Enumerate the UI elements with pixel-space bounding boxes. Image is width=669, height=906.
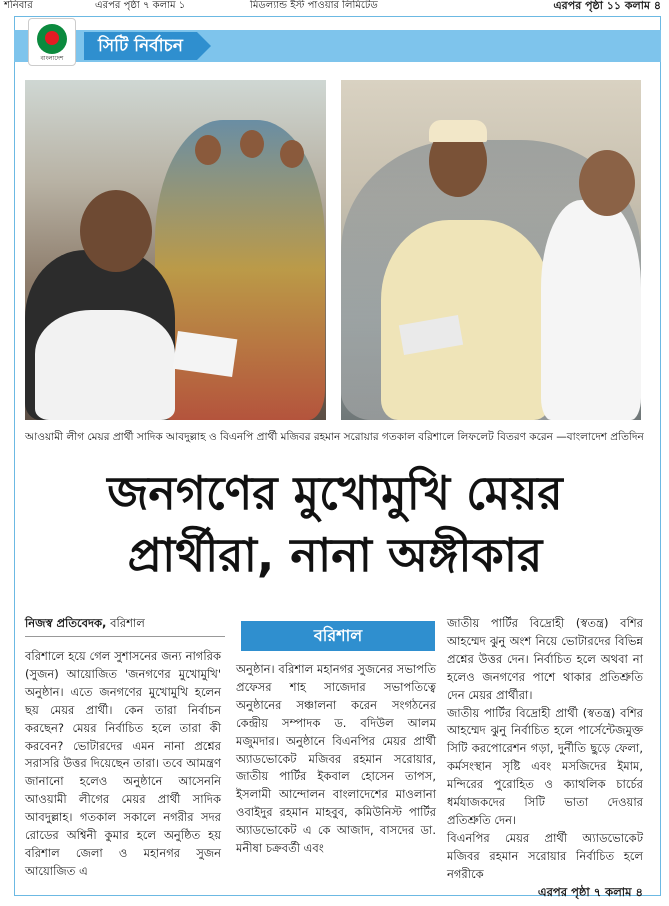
section-label: সিটি নির্বাচন (84, 32, 197, 60)
second-candidate-body (541, 200, 641, 420)
article-column-2 (236, 661, 436, 858)
newspaper-logo (28, 18, 76, 66)
top-strip-jump-left: এরপর পৃষ্ঠা ৭ কলাম ১ (95, 0, 186, 11)
logo-caption: বাংলাদেশ (40, 55, 64, 62)
column-1-text: বরিশালে হয়ে গেল সুশাসনের জন্য নাগরিক (সুজন) আয়োজিত 'জনগণের মুখোমুখি' অনুষ্ঠান। এতে জনগণের মুখোমুখি হলেন ছয় মেয়র প্রার্থী। কেন তারা নির্বাচন করছেন? মেয়র নির্বাচিত হলে তারা কী করবেন? ভোটারদের এমন নানা প্রশ্নের সরাসরি উত্তর দিয়েছেন তারা। তবে আমন্ত্রণ জানানো হলেও অনুষ্ঠানে আসেননি আওয়ামী লীগের মেয়র প্রার্থী সাদিক আবদুল্লাহ। গতকাল সকালে নগরীর সদর রোডের অশ্বিনী কুমার হলে অনুষ্ঠিত হয় বরিশাল জেলা ও মহানগর সুজন আয়োজিত এ (25, 649, 221, 878)
cap-icon (429, 120, 487, 142)
logo-sun-icon (45, 31, 59, 45)
column-3-para-1: জাতীয় পার্টির বিদ্রোহী (স্বতন্ত্র) বশির আহম্মেদ ঝুনু অংশ নিয়ে ভোটারদের বিভিন্ন প্রশ্নের উত্তর দেন। নির্বাচিত হলে অথবা না হলেও জনগণের পাশে থাকার প্রতিশ্রুতি দেন মেয়র প্রার্থীরা। (447, 616, 643, 702)
column-3-para-2: জাতীয় পার্টির বিদ্রোহী প্রার্থী (স্বতন্ত্র) বশির আহম্মেদ ঝুনু নির্বাচিত হলে পার্সেন্টেজমুক্ত সিটি করপোরেশন গড়া, দুর্নীতি ছুড়ে ফেলা, কর্মসংস্থান সৃষ্টি এবং মসজিদের ইমাম, মন্দিরের পুরোহিত ও ক্যাথলিক চার্চের ধর্মযাজকদের সিটি ভাতা দেওয়ার প্রতিশ্রুতি দেন। (447, 705, 643, 827)
headline (20, 462, 650, 586)
top-strip-jump-right: এরপর পৃষ্ঠা ১১ কলাম ৪ (553, 0, 661, 12)
column-2-text: অনুষ্ঠান। বরিশাল মহানগর সুজনের সভাপতি প্রফেসর শাহ সাজেদার সভাপতিত্বে অনুষ্ঠানের সঞ্চালনা করেন সংগঠনের কেন্দ্রীয় সম্পাদক ড. বদিউল আলম মজুমদার। অনুষ্ঠানে বিএনপির মেয়র প্রার্থী অ্যাডভোকেট মজিবর রহমান সরোয়ার, জাতীয় পার্টির ইকবাল হোসেন তাপস, ইসলামী আন্দোলন বাংলাদেশের মাওলানা ওবাইদুর রহমান মাহবুব, কমিউনিস্ট পার্টির অ্যাডভোকেট এ কে আজাদ, বাসদের ডা. মনীষা চক্রবর্তী এবং (236, 662, 436, 856)
column-3-para-3: বিএনপির মেয়র প্রার্থী অ্যাডভোকেট মজিবর রহমান সরোয়ার নির্বাচিত হলে নগরীকে (447, 830, 643, 881)
crowd-head (280, 140, 304, 168)
article-column-3 (447, 615, 643, 902)
top-strip-day: শনিবার (4, 0, 33, 11)
headline-line-1: জনগণের মুখোমুখি মেয়র (107, 466, 563, 520)
dateline-tag: বরিশাল (241, 621, 435, 651)
candidate-head (80, 190, 152, 272)
byline-place: বরিশাল (106, 616, 145, 630)
candidate-panjabi (381, 220, 551, 420)
article-column-1 (25, 648, 221, 881)
continued-jump-link[interactable]: এরপর পৃষ্ঠা ৭ কলাম ৪ (537, 884, 643, 899)
top-strip (0, 0, 669, 16)
byline (25, 615, 225, 632)
leaflet (173, 331, 238, 377)
candidate-shirt (35, 310, 175, 420)
crowd-head (195, 135, 221, 165)
byline-divider (25, 636, 225, 637)
top-strip-ad: মিডল্যান্ড ইস্ট পাওয়ার লিমিটেড (250, 0, 378, 11)
second-candidate-head (579, 150, 635, 216)
crowd-head (240, 130, 264, 158)
photo-caption: আওয়ামী লীগ মেয়র প্রার্থী সাদিক আবদুল্লাহ ও বিএনপি প্রার্থী মজিবর রহমান সরোয়ার গতকাল বরিশালে লিফলেট বিতরণ করেন —বাংলাদেশ প্রতিদিন (25, 431, 644, 443)
crowd-shape (155, 120, 325, 420)
headline-line-2: প্রার্থীরা, নানা অঙ্গীকার (127, 528, 543, 582)
byline-reporter: নিজস্ব প্রতিবেদক, (25, 616, 107, 630)
photo-candidate-sadik (25, 80, 326, 420)
photo-candidate-sarwar (341, 80, 641, 420)
